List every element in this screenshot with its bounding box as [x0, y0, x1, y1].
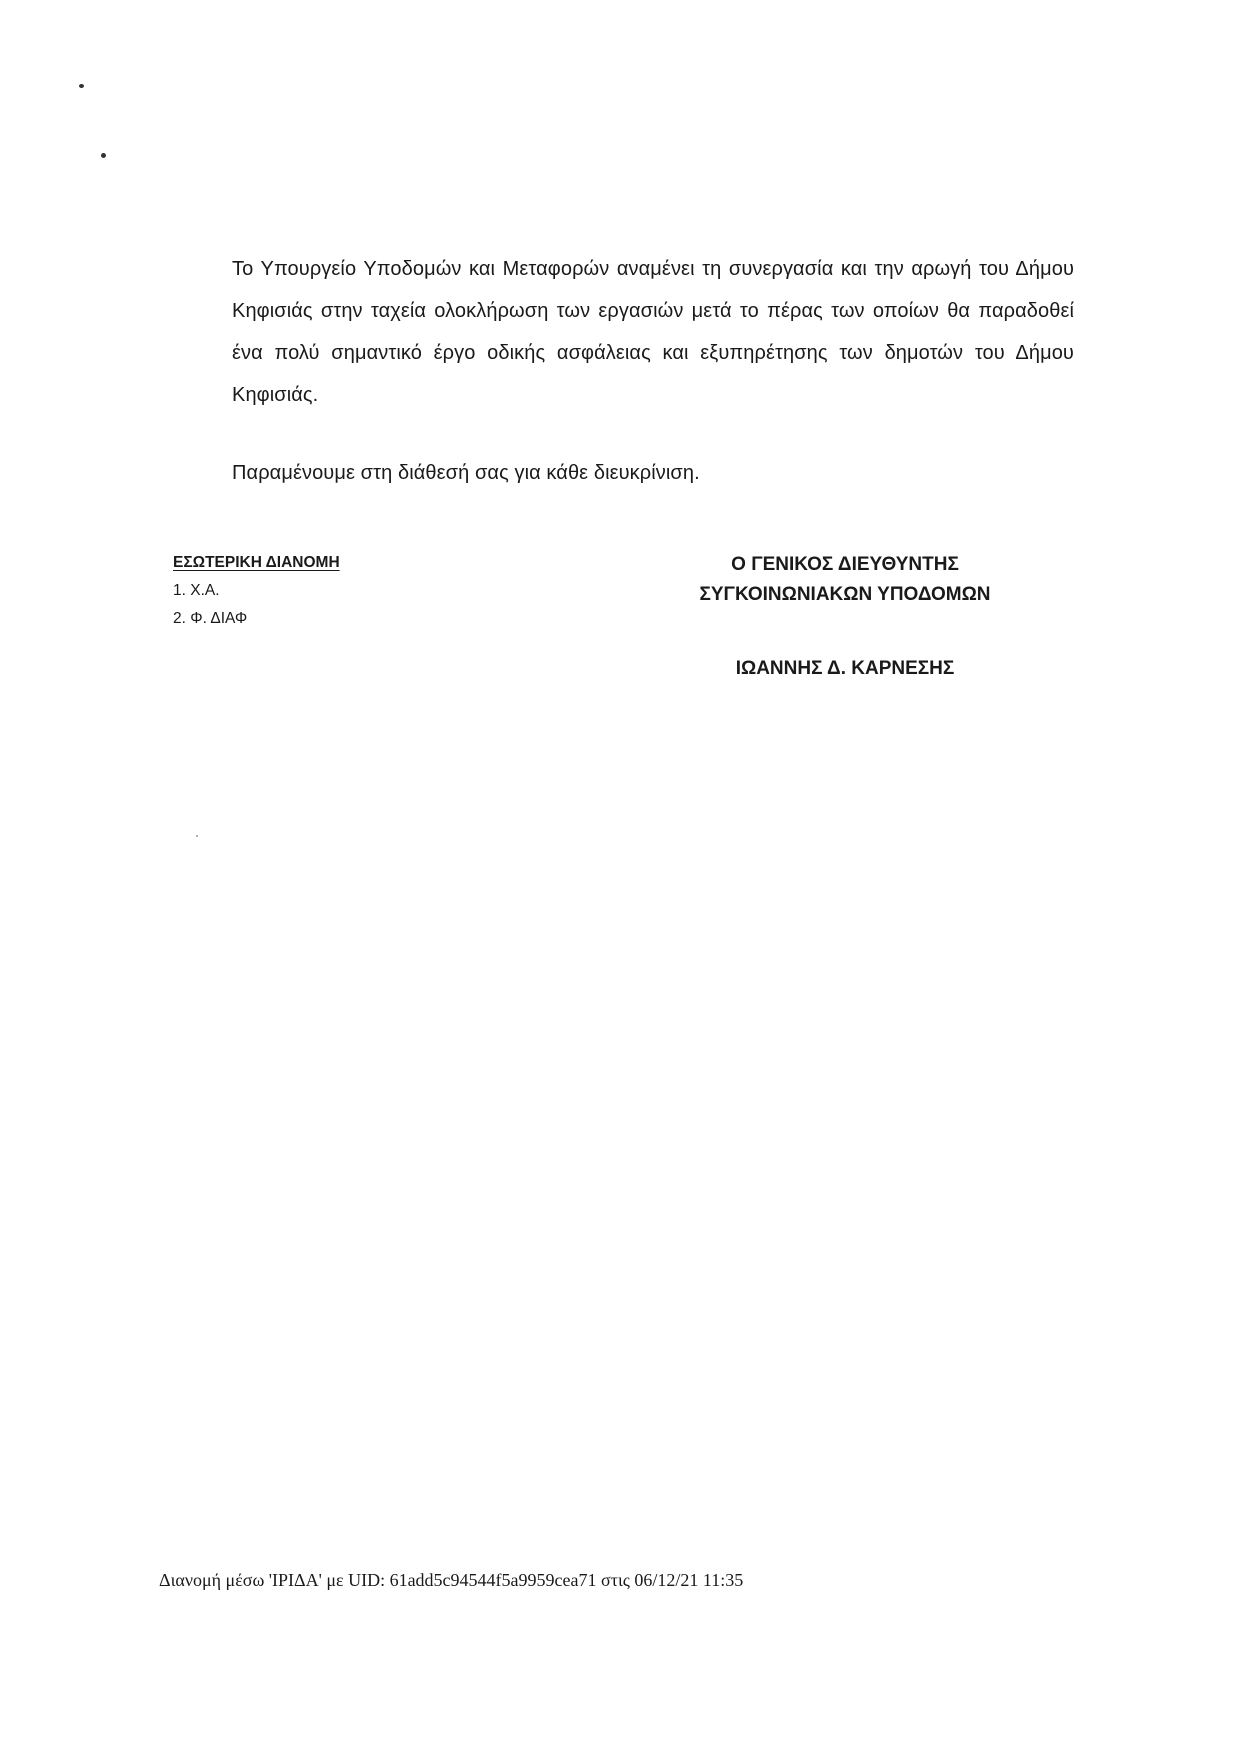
distribution-title: ΕΣΩΤΕΡΙΚΗ ΔΙΑΝΟΜΗ	[173, 554, 340, 571]
distribution-footer: Διανομή μέσω 'ΙΡΙΔΑ' με UID: 61add5c94544f5a9959cea71 στις 06/12/21 11:35	[159, 1570, 744, 1590]
internal-distribution	[173, 549, 340, 633]
body-line: του Δήμου Κηφισιάς.	[232, 342, 1074, 406]
distribution-item: 2. Φ. ΔΙΑΦ	[173, 610, 248, 627]
body-line: παραδοθεί ένα πολύ σημαντικό έργο οδικής ασφάλειας και εξυπηρέτησης των δημοτών	[232, 300, 1074, 364]
body-paragraph	[232, 248, 1074, 416]
distribution-item: 1. Χ.Α.	[173, 582, 220, 599]
closing-sentence: Παραμένουμε στη διάθεσή σας για κάθε διευκρίνιση.	[232, 462, 700, 484]
body-line: Το Υπουργείο Υποδομών και Μεταφορών αναμένει τη συνεργασία και την αρωγή του	[232, 258, 1009, 280]
signature-block	[680, 550, 1010, 684]
distribution-list	[173, 577, 340, 633]
signatory-name: ΙΩΑΝΝΗΣ Δ. ΚΑΡΝΕΣΗΣ	[735, 658, 955, 679]
letter-body	[232, 248, 1074, 494]
scan-speck	[101, 153, 106, 158]
signatory-role: Ο ΓΕΝΙΚΟΣ ΔΙΕΥΘΥΝΤΗΣ	[731, 554, 959, 575]
body-line: Δήμου Κηφισιάς στην ταχεία ολοκλήρωση των εργασιών μετά το πέρας των οποίων θα	[232, 258, 1074, 322]
scan-speck	[196, 835, 198, 837]
scan-speck	[79, 84, 84, 88]
signatory-department: ΣΥΓΚΟΙΝΩΝΙΑΚΩΝ ΥΠΟΔΟΜΩΝ	[699, 584, 991, 605]
